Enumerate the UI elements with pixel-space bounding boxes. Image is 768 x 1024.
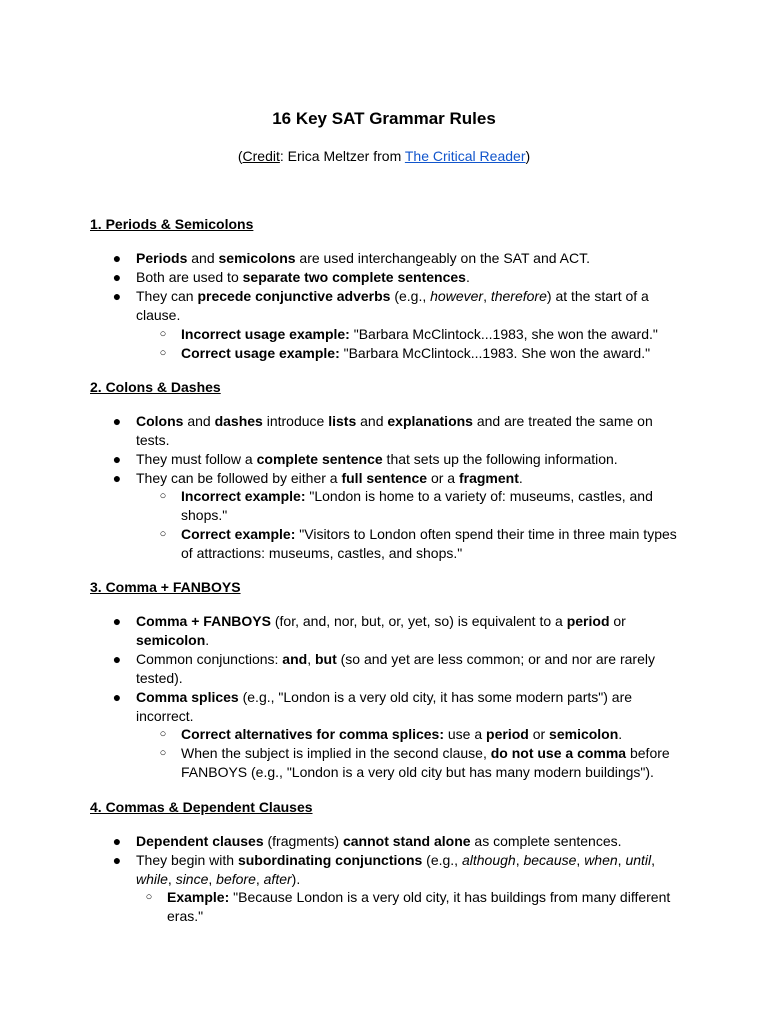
list-item (112, 450, 676, 469)
text: , (515, 852, 524, 868)
section-heading-commas-dependent-clauses: 4. Commas & Dependent Clauses (90, 799, 313, 815)
bold-text: cannot stand alone (342, 833, 471, 849)
sub-list-item (145, 888, 671, 926)
sub-bullet-icon: ○ (159, 528, 167, 540)
text: and (187, 250, 219, 266)
text: tested). (136, 670, 183, 686)
list-item (112, 612, 676, 650)
text: . (205, 632, 210, 648)
sub-list-item (159, 344, 681, 363)
bold-text: precede conjunctive adverbs (197, 288, 391, 304)
text: , (576, 852, 585, 868)
bold-text: lists (328, 413, 357, 429)
bold-text: semicolon (136, 632, 206, 648)
italic-text: while (136, 871, 168, 887)
bullet-icon: ● (112, 470, 122, 486)
list-item (112, 688, 676, 726)
italic-text: until (625, 852, 652, 868)
italic-text: after (263, 871, 292, 887)
text: "London is home to a variety of: museums, castles, and (305, 488, 653, 504)
bullet-icon: ● (112, 613, 122, 629)
list-item (112, 412, 676, 450)
document-title: 16 Key SAT Grammar Rules (272, 109, 496, 128)
bold-text: Periods (136, 250, 188, 266)
bold-text: Correct alternatives for comma splices: (181, 726, 444, 742)
bold-text: complete sentence (256, 451, 383, 467)
bold-text: Incorrect usage example: (181, 326, 350, 342)
text: (e.g., "London is a very old city, it has some modern parts") are (238, 689, 633, 705)
bold-text: semicolons (218, 250, 296, 266)
credit-open: ( (237, 148, 243, 164)
bullet-icon: ● (112, 250, 122, 266)
sub-list-item (159, 725, 681, 744)
credit-line (0, 147, 768, 166)
section-heading-comma-fanboys: 3. Comma + FANBOYS (90, 579, 241, 595)
sub-bullet-icon: ○ (159, 328, 167, 340)
sub-list-item (159, 487, 681, 525)
text: eras." (167, 908, 204, 924)
bold-text: Comma + FANBOYS (136, 613, 271, 629)
text: . (465, 269, 470, 285)
bullet-icon: ● (112, 288, 122, 304)
text: and (356, 413, 388, 429)
italic-text: since (175, 871, 209, 887)
bullet-icon: ● (112, 269, 122, 285)
text: "Visitors to London often spend their time in three main types (295, 526, 677, 542)
list-item (112, 249, 676, 268)
text: and (183, 413, 215, 429)
text: or (609, 613, 626, 629)
bold-text: semicolon (549, 726, 619, 742)
bullet-icon: ● (112, 413, 122, 429)
list-item (112, 832, 676, 851)
bold-text: Comma splices (136, 689, 239, 705)
text: ). (291, 871, 301, 887)
section-heading-periods-semicolons: 1. Periods & Semicolons (90, 216, 254, 232)
bold-text: fragment (458, 470, 519, 486)
text: use a (444, 726, 487, 742)
bullet-icon: ● (112, 833, 122, 849)
sub-bullet-icon: ○ (159, 747, 167, 759)
bold-text: dashes (214, 413, 263, 429)
sub-list-item (159, 525, 681, 563)
sub-bullet-icon: ○ (159, 347, 167, 359)
italic-text: therefore (490, 288, 547, 304)
text: that sets up the following information. (382, 451, 618, 467)
text: , (208, 871, 217, 887)
italic-text: because (523, 852, 577, 868)
text: , (651, 852, 656, 868)
text: . (618, 726, 623, 742)
text: They must follow a (136, 451, 257, 467)
text: and are treated the same on (472, 413, 653, 429)
text: They begin with (136, 852, 238, 868)
sub-bullet-icon: ○ (145, 891, 153, 903)
text: (e.g., (390, 288, 431, 304)
text: FANBOYS (e.g., "London is a very old city but has many modern buildings"). (181, 764, 654, 780)
bold-text: Correct usage example: (181, 345, 340, 361)
italic-text: although (461, 852, 516, 868)
text: When the subject is implied in the second clause, (181, 745, 491, 761)
bold-text: and (282, 651, 308, 667)
list-item (112, 268, 676, 287)
bullet-icon: ● (112, 651, 122, 667)
text: introduce (262, 413, 329, 429)
text: Common conjunctions: (136, 651, 283, 667)
text: incorrect. (136, 708, 194, 724)
text: (so and yet are less common; or and nor are rarely (336, 651, 655, 667)
bold-text: Incorrect example: (181, 488, 306, 504)
list-item (112, 851, 676, 889)
sub-bullet-icon: ○ (159, 490, 167, 502)
text: , (167, 871, 176, 887)
text: . (518, 470, 523, 486)
text: or a (427, 470, 459, 486)
text: (for, and, nor, but, or, yet, so) is equivalent to a (270, 613, 567, 629)
bold-text: Colons (136, 413, 184, 429)
text: , (483, 288, 491, 304)
text: as complete sentences. (470, 833, 622, 849)
text: tests. (136, 432, 170, 448)
italic-text: however (430, 288, 484, 304)
bullet-icon: ● (112, 451, 122, 467)
sub-list-item (159, 325, 681, 344)
text: shops." (181, 507, 228, 523)
bold-text: period (566, 613, 610, 629)
bold-text: but (314, 651, 337, 667)
text: (e.g., (422, 852, 462, 868)
list-item (112, 287, 676, 325)
text: , (617, 852, 626, 868)
italic-text: when (584, 852, 618, 868)
list-item (112, 650, 676, 688)
text: (fragments) (263, 833, 343, 849)
text: clause. (136, 307, 181, 323)
bullet-icon: ● (112, 689, 122, 705)
credit-label: Credit (242, 148, 280, 164)
sub-list-item (159, 744, 681, 782)
text: They can (136, 288, 198, 304)
italic-text: before (216, 871, 256, 887)
text: "Because London is a very old city, it has buildings from many different (229, 889, 671, 905)
bold-text: period (486, 726, 529, 742)
bold-text: full sentence (341, 470, 428, 486)
credit-text: : Erica Meltzer from (279, 148, 405, 164)
bullet-icon: ● (112, 852, 122, 868)
bold-text: Example: (167, 889, 230, 905)
text: or (528, 726, 550, 742)
list-item (112, 469, 676, 488)
text: "Barbara McClintock...1983. She won the award." (339, 345, 651, 361)
bold-text: do not use a comma (490, 745, 627, 761)
bold-text: Dependent clauses (136, 833, 264, 849)
text: are used interchangeably on the SAT and ACT. (295, 250, 590, 266)
critical-reader-link[interactable]: The Critical Reader (404, 148, 526, 164)
text: ) at the start of a (546, 288, 649, 304)
section-heading-colons-dashes: 2. Colons & Dashes (90, 379, 221, 395)
bold-text: subordinating conjunctions (237, 852, 423, 868)
text: before (626, 745, 670, 761)
bold-text: Correct example: (181, 526, 296, 542)
bold-text: separate two complete sentences (242, 269, 466, 285)
text: , (255, 871, 264, 887)
text: "Barbara McClintock...1983, she won the award." (349, 326, 658, 342)
text: Both are used to (136, 269, 243, 285)
text: , (307, 651, 315, 667)
text: They can be followed by either a (136, 470, 342, 486)
sub-bullet-icon: ○ (159, 728, 167, 740)
text: of attractions: museums, castles, and shops." (181, 545, 463, 561)
credit-close: ) (525, 148, 531, 164)
bold-text: explanations (387, 413, 473, 429)
